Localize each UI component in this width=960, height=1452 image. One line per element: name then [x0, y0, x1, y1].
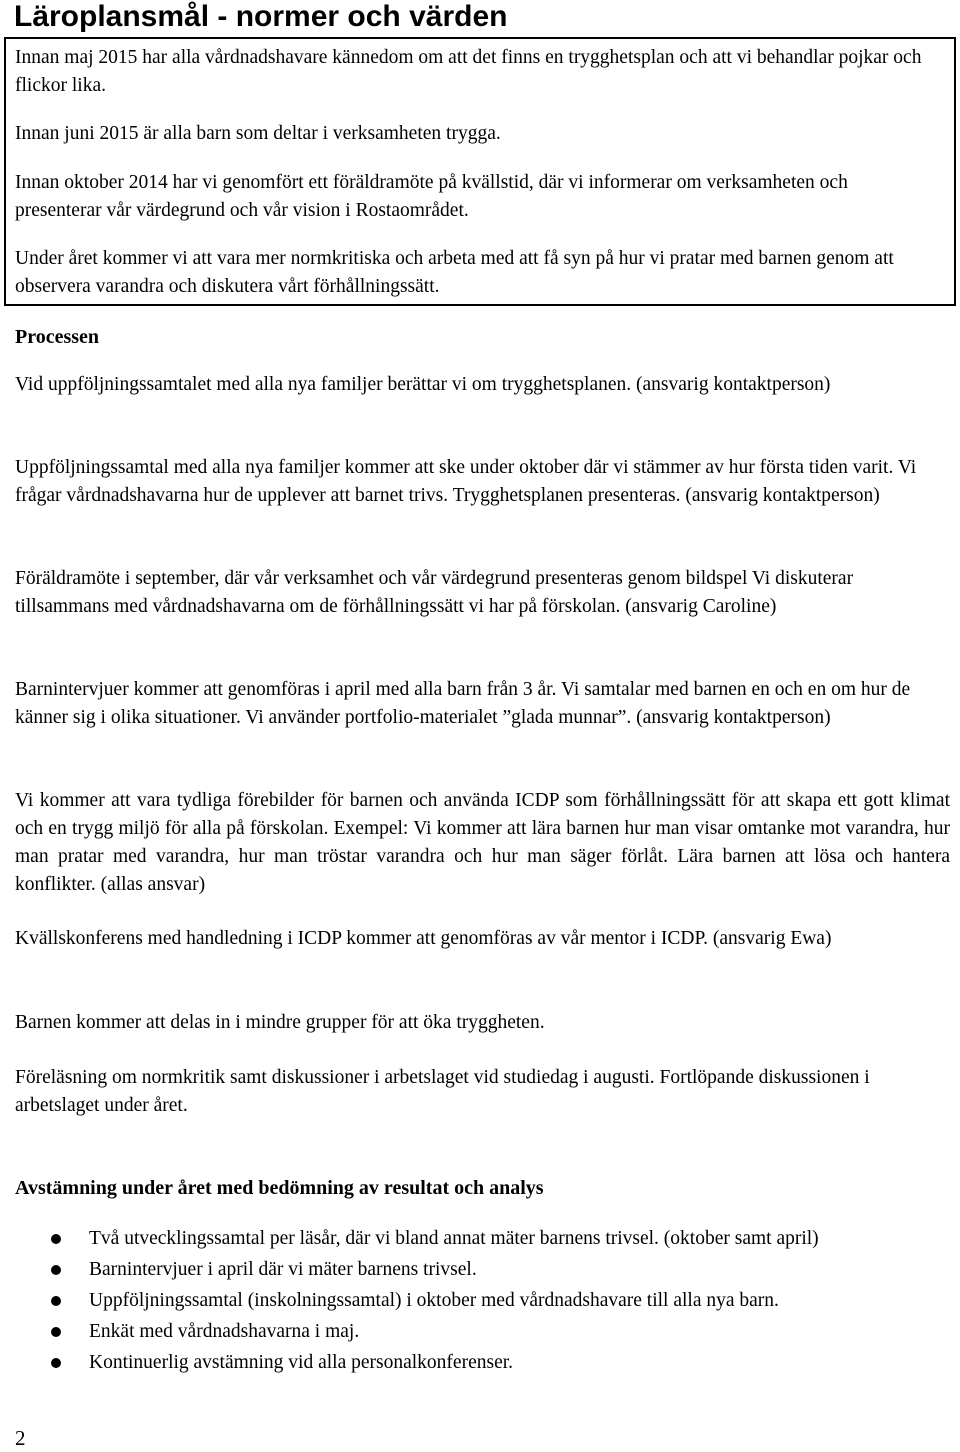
goal-paragraph: Innan maj 2015 har alla vårdnadshavare kännedom om att det finns en trygghetsplan och att vi behandlar pojkar och flickor lika.	[15, 47, 922, 96]
bullet-icon	[51, 1296, 61, 1306]
process-heading: Processen	[15, 326, 100, 348]
list-item	[0, 1349, 929, 1377]
bullet-icon	[51, 1358, 61, 1368]
list-item-text: Barnintervjuer i april där vi mäter barnens trivsel.	[89, 1259, 477, 1280]
goal-paragraph: Under året kommer vi att vara mer normkritiska och arbeta med att få syn på hur vi pratar med barnen genom att observera varandra och diskutera vårt förhållningssätt.	[15, 248, 894, 297]
list-item-text: Uppföljningssamtal (inskolningssamtal) i oktober med vårdnadshavare till alla nya barn.	[89, 1290, 779, 1311]
process-paragraph: Kvällskonferens med handledning i ICDP kommer att genomföras av vår mentor i ICDP. (ansvarig Ewa)	[15, 928, 832, 949]
process-paragraph: Uppföljningssamtal med alla nya familjer kommer att ske under oktober där vi stämmer av hur första tiden varit. Vi frågar vårdnadshavarna hur de upplever att barnet trivs. Trygghetsplanen presenteras. (ansvarig kontaktperson)	[15, 457, 917, 506]
process-paragraph: Barnen kommer att delas in i mindre grupper för att öka tryggheten.	[15, 1012, 545, 1033]
page-number: 2	[15, 1426, 26, 1450]
evaluation-heading: Avstämning under året med bedömning av resultat och analys	[15, 1177, 544, 1199]
process-paragraph: Föräldramöte i september, där vår verksamhet och vår värdegrund presenteras genom bildspel Vi diskuterar tillsammans med vårdnadshavarna om de förhållningssätt vi har på förskolan. (ansvarig Caroline)	[15, 568, 854, 617]
list-item	[0, 1256, 929, 1284]
list-item	[0, 1225, 929, 1253]
list-item	[0, 1287, 929, 1315]
goal-paragraph: Innan oktober 2014 har vi genomfört ett föräldramöte på kvällstid, där vi informerar om verksamheten och presenterar vår värdegrund och vår vision i Rostaområdet.	[15, 172, 848, 221]
process-paragraph: Vi kommer att vara tydliga förebilder för barnen och använda ICDP som förhållningssätt för att skapa ett gott klimat och en trygg miljö för alla på förskolan. Exempel: Vi kommer att lära barnen hur man visar omtanke mot varandra, hur man pratar med varandra, hur man tröstar varandra och hur man säger förlåt. Lära barnen att lösa och hantera konflikter. (allas ansvar)	[15, 790, 950, 895]
bullet-icon	[51, 1234, 61, 1244]
process-paragraph: Föreläsning om normkritik samt diskussioner i arbetslaget vid studiedag i augusti. Fortlöpande diskussionen i arbetslaget under året.	[15, 1067, 870, 1116]
list-item-text: Två utvecklingssamtal per läsår, där vi bland annat mäter barnens trivsel. (oktober samt april)	[89, 1228, 819, 1249]
list-item	[0, 1318, 929, 1346]
process-paragraph: Vid uppföljningssamtalet med alla nya familjer berättar vi om trygghetsplanen. (ansvarig kontaktperson)	[15, 374, 831, 395]
bullet-icon	[51, 1327, 61, 1337]
bullet-icon	[51, 1265, 61, 1275]
evaluation-list	[0, 1225, 960, 1380]
list-item-text: Enkät med vårdnadshavarna i maj.	[89, 1321, 360, 1342]
page-title: Läroplansmål - normer och värden	[14, 0, 508, 33]
goal-paragraph: Innan juni 2015 är alla barn som deltar i verksamheten trygga.	[15, 123, 501, 144]
process-paragraph: Barnintervjuer kommer att genomföras i april med alla barn från 3 år. Vi samtalar med barnen en och en om hur de känner sig i olika situationer. Vi använder portfolio-materialet ”glada munnar”. (ansvarig kontaktperson)	[15, 679, 911, 728]
list-item-text: Kontinuerlig avstämning vid alla personalkonferenser.	[89, 1352, 514, 1373]
